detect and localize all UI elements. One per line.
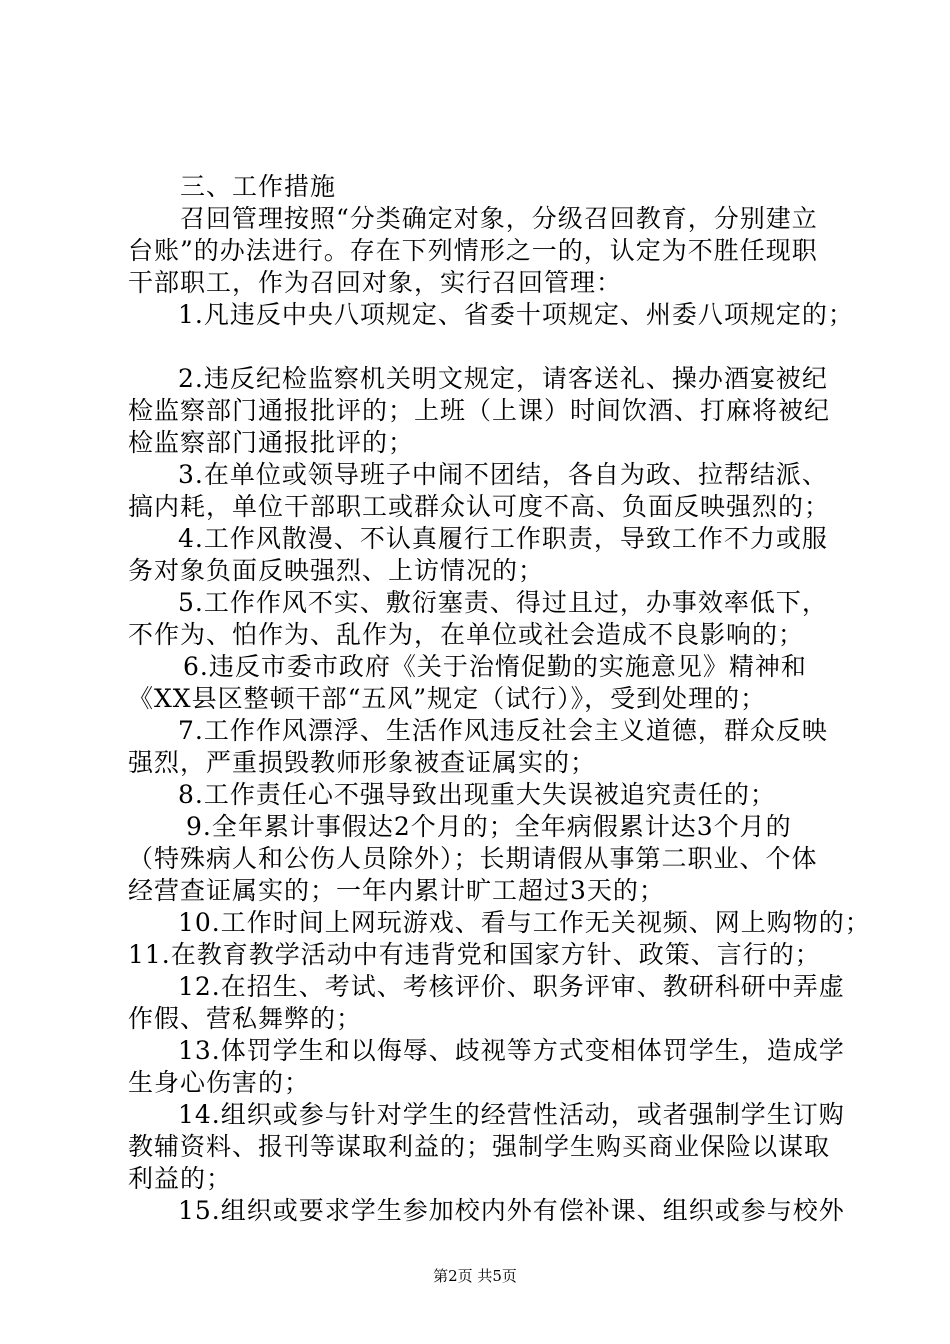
paragraph-line: 台账”的办法进行。存在下列情形之一的，认定为不胜任现职 xyxy=(128,236,818,265)
list-item: 4.工作风散漫、不认真履行工作职责，导致工作不力或服 xyxy=(178,524,828,553)
list-item-continued: 作假、营私舞弊的； xyxy=(128,1004,363,1033)
list-item: 3.在单位或领导班子中闹不团结，各自为政、拉帮结派、 xyxy=(178,460,828,489)
paragraph-line: 干部职工，作为召回对象，实行召回管理： xyxy=(128,268,623,297)
list-item: 2.违反纪检监察机关明文规定，请客送礼、操办酒宴被纪 xyxy=(178,364,828,393)
list-item: 1.凡违反中央八项规定、省委十项规定、州委八项规定的； xyxy=(178,300,854,329)
list-item-continued: 检监察部门通报批评的； xyxy=(128,428,415,457)
list-item: 12.在招生、考试、考核评价、职务评审、教研科研中弄虚 xyxy=(178,972,845,1001)
paragraph-line: 召回管理按照“分类确定对象，分级召回教育，分别建立 xyxy=(180,204,818,233)
list-item-continued: 检监察部门通报批评的；上班（上课）时间饮酒、打麻将被纪 xyxy=(128,396,831,425)
list-item-continued: 《XX县区整顿干部“五风”规定（试行）》，受到处理的； xyxy=(128,684,767,713)
list-item-continued: 经营查证属实的；一年内累计旷工超过3天的； xyxy=(128,876,665,905)
list-item: 13.体罚学生和以侮辱、歧视等方式变相体罚学生，造成学 xyxy=(178,1036,845,1065)
list-item-continued: 教辅资料、报刊等谋取利益的；强制学生购买商业保险以谋取 xyxy=(128,1132,831,1161)
list-item-continued: 生身心伤害的； xyxy=(128,1068,311,1097)
list-item: 14.组织或参与针对学生的经营性活动，或者强制学生订购 xyxy=(178,1100,845,1129)
list-item: 5.工作作风不实、敷衍塞责、得过且过，办事效率低下， xyxy=(178,588,828,617)
list-item: 8.工作责任心不强导致出现重大失误被追究责任的； xyxy=(178,780,776,809)
list-item-continued: 务对象负面反映强烈、上访情况的； xyxy=(128,556,545,585)
list-item: 10.工作时间上网玩游戏、看与工作无关视频、网上购物的； xyxy=(178,908,871,937)
list-item: 11.在教育教学活动中有违背党和国家方针、政策、言行的； xyxy=(128,940,821,969)
list-item-continued: 利益的； xyxy=(128,1164,233,1193)
list-item: 9.全年累计事假达2个月的；全年病假累计达3个月的 xyxy=(186,812,792,841)
list-item-continued: （特殊病人和公伤人员除外）；长期请假从事第二职业、个体 xyxy=(128,844,818,873)
section-heading: 三、工作措施 xyxy=(180,172,337,201)
list-item-continued: 不作为、怕作为、乱作为，在单位或社会造成不良影响的； xyxy=(128,620,805,649)
list-item-continued: 搞内耗，单位干部职工或群众认可度不高、负面反映强烈的； xyxy=(128,492,831,521)
list-item: 6.违反市委市政府《关于治惰促勤的实施意见》精神和 xyxy=(183,652,807,681)
list-item: 7.工作作风漂浮、生活作风违反社会主义道德，群众反映 xyxy=(178,716,828,745)
page-footer: 第2页 共5页 xyxy=(433,1267,517,1285)
list-item-continued: 强烈，严重损毁教师形象被查证属实的； xyxy=(128,748,597,777)
list-item: 15.组织或要求学生参加校内外有偿补课、组织或参与校外 xyxy=(178,1196,845,1225)
